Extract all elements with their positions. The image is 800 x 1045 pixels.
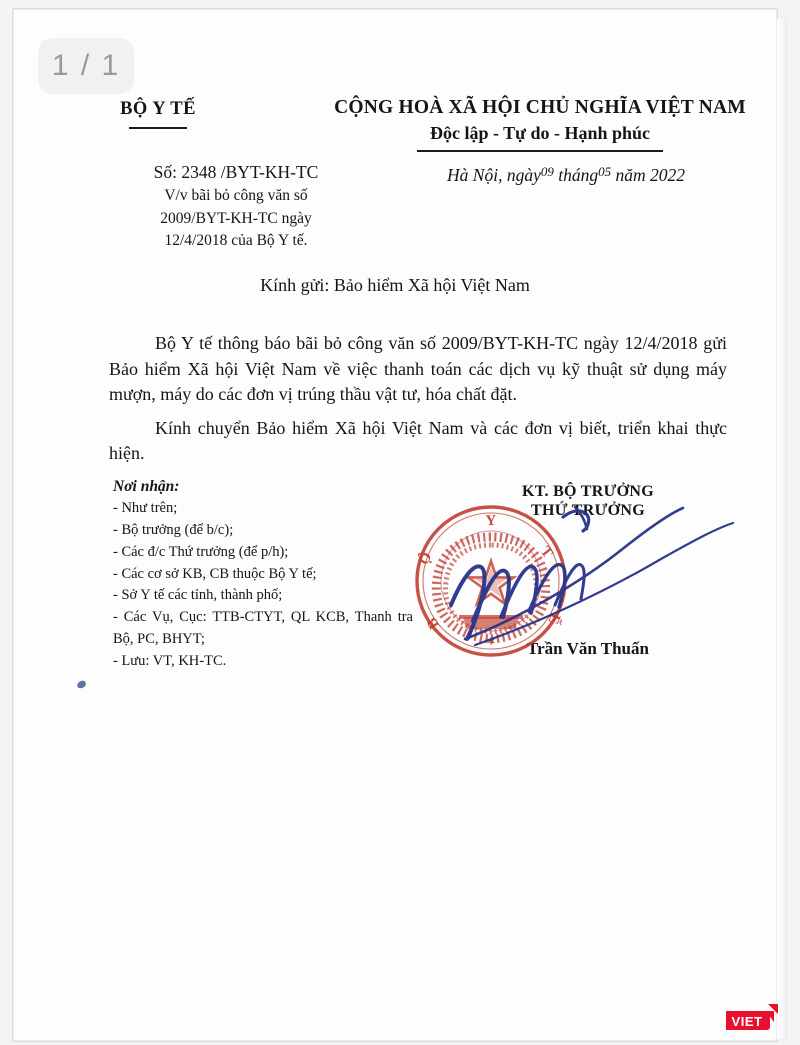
viet-logo-icon <box>722 1001 784 1033</box>
signer-name: Trần Văn Thuấn <box>527 639 649 658</box>
document-recipient-line: Kính gửi: Bảo hiểm Xã hội Việt Nam <box>260 275 530 295</box>
issuing-org-rule <box>129 127 187 129</box>
recipient-item: - Lưu: VT, KH-TC. <box>113 652 227 669</box>
page-edge-shadow <box>777 19 787 1039</box>
svg-text:T: T <box>536 543 556 562</box>
page-indicator-badge[interactable] <box>38 38 134 94</box>
dateline-day: 09 <box>540 164 554 179</box>
ink-smudge <box>76 680 87 689</box>
svg-text:B: B <box>424 614 443 632</box>
document-page[interactable] <box>12 8 778 1042</box>
dateline-place: Hà Nội, ngày <box>447 165 541 185</box>
document-body <box>109 331 727 475</box>
document-subject-line-2: 2009/BYT-KH-TC ngày <box>160 209 312 227</box>
svg-text:Y: Y <box>485 512 497 530</box>
body-paragraph: Kính chuyển Bảo hiểm Xã hội Việt Nam và các đơn vị biết, triển khai thực hiện. <box>109 417 727 464</box>
document-content <box>13 9 777 1041</box>
document-dateline <box>401 164 731 186</box>
dateline-month-label: tháng <box>558 165 599 185</box>
recipient-item: - Các Vụ, Cục: TTB-CTYT, QL KCB, Thanh tra Bộ, PC, BHYT; <box>113 609 413 647</box>
page-indicator-label: 1 / 1 <box>51 49 121 82</box>
svg-text:Ộ: Ộ <box>415 549 436 569</box>
body-paragraph: Bộ Y tế thông báo bãi bỏ công văn số 2009/BYT-KH-TC ngày 12/4/2018 gửi Bảo hiểm Xã hội Việt Nam về việc thanh toán các dịch vụ kỹ thuật sử dụng máy mượn, máy do các đơn vị trúng thầu vật tư, hóa chất đặt. <box>109 333 727 405</box>
dateline-month: 05 <box>598 164 612 179</box>
recipient-item: - Các cơ sở KB, CB thuộc Bộ Y tế; <box>113 565 317 582</box>
dateline-year: 2022 <box>649 165 685 185</box>
document-reference-block <box>101 161 371 252</box>
recipient-item: - Như trên; <box>113 500 178 517</box>
document-number: Số: 2348 /BYT-KH-TC <box>153 162 319 182</box>
nation-title: CỘNG HOÀ XÃ HỘI CHỦ NGHĨA VIỆT NAM <box>334 97 746 118</box>
document-subject-line-3: 12/4/2018 của Bộ Y tế. <box>164 232 308 250</box>
national-motto: Độc lập - Tự do - Hạnh phúc <box>429 123 651 143</box>
recipients-title: Nơi nhận: <box>113 478 180 495</box>
svg-text:VIET: VIET <box>731 1014 763 1029</box>
signer-title-line-2: THỨ TRƯỞNG <box>531 502 645 519</box>
signer-title-line-1: KT. BỘ TRƯỞNG <box>521 483 655 500</box>
national-motto-rule <box>417 150 663 152</box>
recipients-list <box>113 475 413 672</box>
document-header <box>13 97 777 152</box>
signature-block <box>443 483 733 658</box>
viet-watermark-logo <box>722 1001 784 1033</box>
document-subject-line-1: V/v bãi bỏ công văn số <box>164 187 308 205</box>
recipient-item: - Sở Y tế các tỉnh, thành phố; <box>113 587 283 604</box>
svg-text:Ế: Ế <box>544 610 564 627</box>
issuing-org-name: BỘ Y TẾ <box>120 99 196 119</box>
recipient-item: - Bộ trưởng (để b/c); <box>113 522 234 538</box>
issuing-organization <box>13 97 303 152</box>
svg-text:✶: ✶ <box>486 636 496 648</box>
national-heading <box>303 97 777 152</box>
recipient-item: - Các đ/c Thứ trưởng (để p/h); <box>113 543 289 560</box>
dateline-year-label: năm <box>615 165 646 185</box>
